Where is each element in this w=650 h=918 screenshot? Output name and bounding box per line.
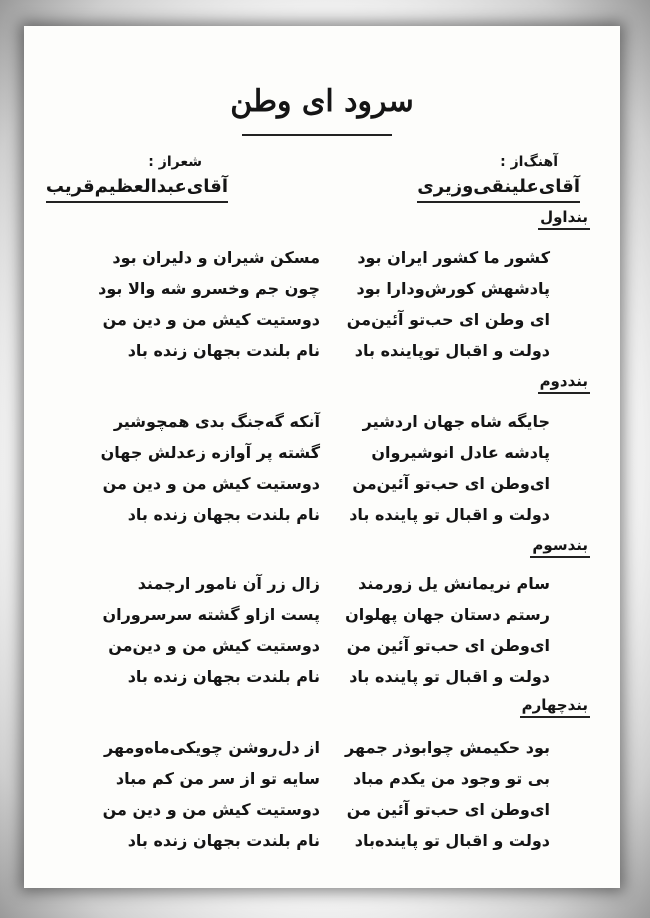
- verse-right-hemistich: رستم دستان جهان پهلوان: [345, 605, 550, 624]
- verse-line: [24, 574, 620, 604]
- verse-line: [24, 341, 620, 371]
- song-sheet: [24, 26, 620, 888]
- verse-line: [24, 412, 620, 442]
- verse-left-hemistich: نام بلندت بجهان زنده باد: [127, 341, 320, 360]
- verse-right-hemistich: ای‌وطن ای حب‌تو آئین من: [346, 636, 550, 655]
- verse-right-hemistich: ای‌وطن ای حب‌تو آئین من: [346, 800, 550, 819]
- section-title: بندسوم: [530, 536, 590, 558]
- verse-right-hemistich: کشور ما کشور ایران بود: [357, 248, 550, 267]
- verse-right-hemistich: دولت و اقبال تو پاینده‌باد: [354, 831, 550, 850]
- verse-left-hemistich: سایه تو از سر من کم مباد: [115, 769, 320, 788]
- verse-line: [24, 605, 620, 635]
- section-title: بندچهارم: [520, 696, 590, 718]
- composer-label: آهنگ‌از :: [500, 154, 558, 170]
- verse-right-hemistich: جایگه شاه جهان اردشیر: [362, 412, 550, 431]
- verse-left-hemistich: نام بلندت بجهان زنده باد: [127, 505, 320, 524]
- verse-line: [24, 474, 620, 504]
- verse-line: [24, 800, 620, 830]
- verse-right-hemistich: پادشهش کورش‌ودارا بود: [356, 279, 550, 298]
- verse-line: [24, 636, 620, 666]
- verse-left-hemistich: نام بلندت بجهان زنده باد: [127, 831, 320, 850]
- verse-line: [24, 831, 620, 861]
- verse-line: [24, 769, 620, 799]
- poet-name: آقای‌عبدالعظیم‌قریب: [46, 176, 228, 203]
- verse-line: [24, 738, 620, 768]
- verse-line: [24, 310, 620, 340]
- verse-left-hemistich: چون جم وخسرو شه والا بود: [98, 279, 320, 298]
- verse-line: [24, 279, 620, 309]
- section-title: بنداول: [538, 208, 590, 230]
- section-title: بنددوم: [538, 372, 590, 394]
- verse-right-hemistich: بود حکیمش چوابوذر جمهر: [345, 738, 550, 757]
- verse-left-hemistich: دوستیت کیش من و دین‌من: [108, 636, 320, 655]
- verse-right-hemistich: دولت و اقبال تو پاینده باد: [349, 667, 550, 686]
- verse-left-hemistich: نام بلندت بجهان زنده باد: [127, 667, 320, 686]
- verse-right-hemistich: دولت و اقبال تو پاینده باد: [349, 505, 550, 524]
- title-underline: [242, 134, 392, 136]
- verse-right-hemistich: ای وطن ای حب‌تو آئین‌من: [346, 310, 550, 329]
- verse-left-hemistich: دوستیت کیش من و دین من: [102, 800, 320, 819]
- verse-right-hemistich: دولت و اقبال توپاینده باد: [354, 341, 550, 360]
- verse-right-hemistich: بی تو وجود من یکدم مباد: [352, 769, 550, 788]
- verse-right-hemistich: سام نریمانش یل زورمند: [358, 574, 550, 593]
- verse-line: [24, 248, 620, 278]
- verse-left-hemistich: دوستیت کیش من و دین من: [102, 474, 320, 493]
- verse-left-hemistich: آنکه گه‌جنگ بدی همچوشیر: [113, 412, 320, 431]
- composer-name: آقای‌علینقی‌وزیری: [417, 176, 580, 203]
- verse-line: [24, 443, 620, 473]
- verse-line: [24, 505, 620, 535]
- verse-left-hemistich: زال زر آن نامور ارجمند: [137, 574, 320, 593]
- verse-right-hemistich: ای‌وطن ای حب‌تو آئین‌من: [352, 474, 550, 493]
- verse-line: [24, 667, 620, 697]
- verse-left-hemistich: دوستیت کیش من و دین من: [102, 310, 320, 329]
- verse-left-hemistich: مسکن شیران و دلیران بود: [112, 248, 320, 267]
- verse-left-hemistich: گشته پر آوازه زعدلش جهان: [100, 443, 320, 462]
- page-title: سرود ای وطن: [230, 84, 414, 119]
- verse-left-hemistich: پست ازاو گشته سرسروران: [102, 605, 320, 624]
- verse-right-hemistich: پادشه عادل انوشیروان: [371, 443, 550, 462]
- verse-left-hemistich: از دل‌روشن چویکی‌ماه‌ومهر: [103, 738, 320, 757]
- poet-label: شعراز :: [148, 154, 202, 170]
